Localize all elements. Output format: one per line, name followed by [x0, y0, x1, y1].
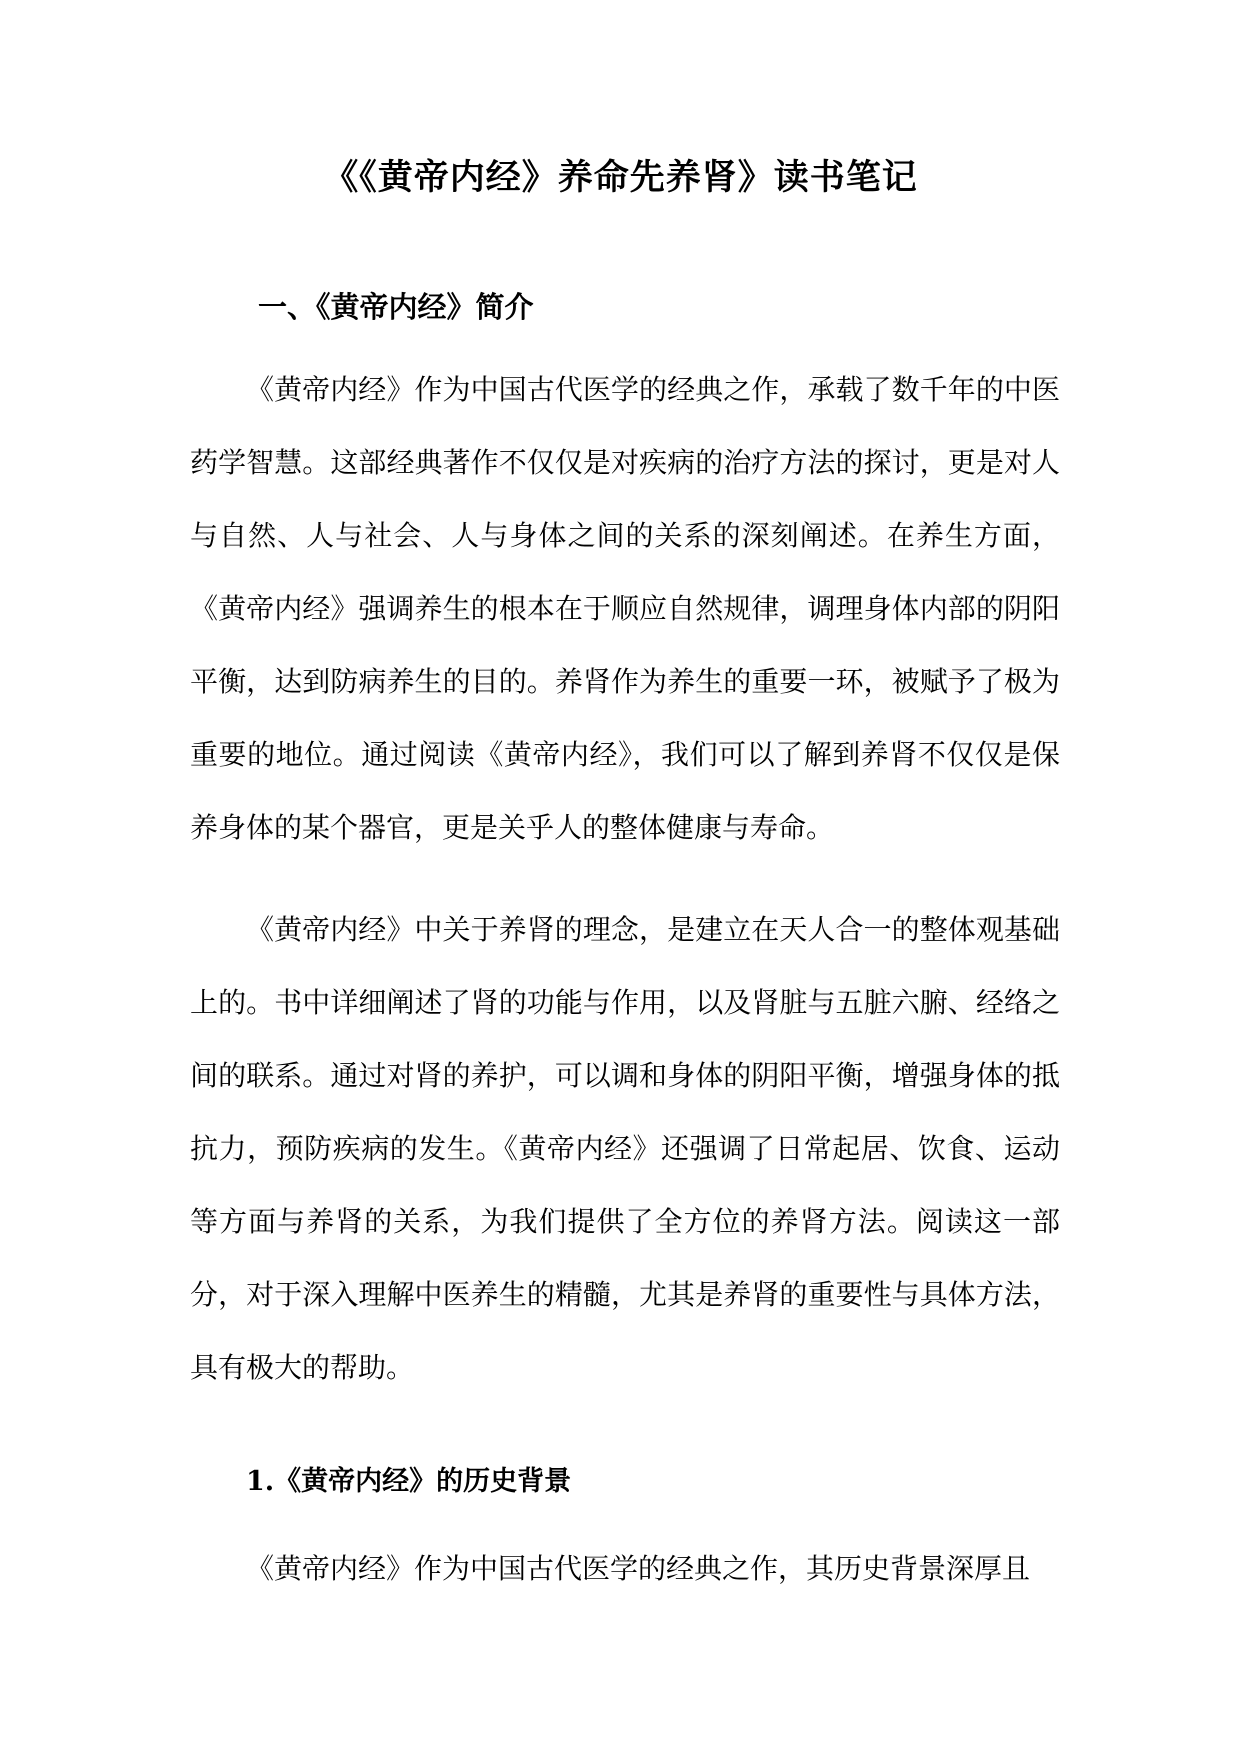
paragraph-history-1: 《黄帝内经》作为中国古代医学的经典之作，其历史背景深厚且 [246, 1552, 1031, 1585]
document-title: 《《黄帝内经》养命先养肾》读书笔记 [323, 157, 918, 198]
subsection-heading-history: 1.《黄帝内经》的历史背景 [246, 1466, 572, 1497]
paragraph-intro-1: 《黄帝内经》作为中国古代医学的经典之作，承载了数千年的中医药学智慧。这部经典著作不仅仅是对疾病的治疗方法的探讨，更是对人与自然、人与社会、人与身体之间的关系的深刻阐述。在养生方面，《黄帝内经》强调养生的根本在于顺应自然规律，调理身体内部的阴阳平衡，达到防病养生的目的。养肾作为养生的重要一环，被赋予了极为重要的地位。通过阅读《黄帝内经》，我们可以了解到养肾不仅仅是保养身体的某个器官，更是关乎人的整体健康与寿命。 [190, 373, 1060, 844]
section-heading-intro: 一、《黄帝内经》简介 [258, 290, 534, 324]
paragraph-intro-2: 《黄帝内经》中关于养肾的理念，是建立在天人合一的整体观基础上的。书中详细阐述了肾的功能与作用，以及肾脏与五脏六腑、经络之间的联系。通过对肾的养护，可以调和身体的阴阳平衡，增强身体的抵抗力，预防疾病的发生。《黄帝内经》还强调了日常起居、饮食、运动等方面与养肾的关系，为我们提供了全方位的养肾方法。阅读这一部分，对于深入理解中医养生的精髓，尤其是养肾的重要性与具体方法，具有极大的帮助。 [190, 913, 1060, 1384]
